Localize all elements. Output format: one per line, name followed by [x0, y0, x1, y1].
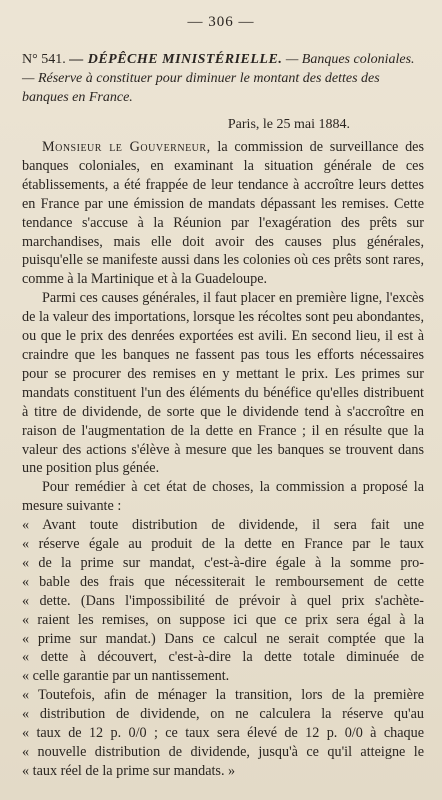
quote-line: « taux réel de la prime sur mandats. »	[22, 762, 236, 779]
quotation-1	[22, 516, 424, 686]
quote-line: « raient les remises, on suppose ici que ce prix sera égal à la	[22, 611, 424, 628]
quote-line: « dette. (Dans l'impossibilité de prévoir à quel prix s'achète-	[22, 592, 424, 609]
paragraph-1	[22, 138, 424, 289]
paragraph-1-text: la commission de surveillance des banques coloniales, en examinant la situation générale de ces établissements, a été frappée de leur tendance à accroître leurs dettes en France par une émission de mandats dépassant les remises. Cette tendance s'accuse à la Réunion par l'exagération des prêts sur marchandises, mais elle doit avoir des causes plus générales, puisqu'elle se manifeste aussi dans les colonies où ces prêts sont rares, comme à la Martinique et à la Guadeloupe.	[22, 139, 425, 288]
quote-line: « Avant toute distribution de dividende, il sera fait une	[22, 517, 424, 534]
dateline: Paris, le 25 mai 1884.	[227, 117, 350, 132]
quote-line: « taux de 12 p. 0/0 ; ce taux sera élevé de 12 p. 0/0 à chaque	[22, 725, 424, 742]
quote-line: « prime sur mandat.) Dans ce calcul ne serait comptée que la	[22, 630, 424, 647]
quotation-2	[22, 686, 424, 781]
quote-line: « nouvelle distribution de dividende, jusqu'à ce qu'il atteigne le	[22, 744, 424, 760]
dispatch-body	[22, 138, 424, 781]
paragraph-2: Parmi ces causes générales, il faut placer en première ligne, l'excès de la valeur des importations, lorsque les récoltes sont peu abondantes, ou que le prix des denrées exportées est avili. En second lieu, il est à craindre que les banques ne fassent pas tous les efforts nécessaires pour se procurer des remises en y mettant le prix. Les primes sur mandats constituent l'un des éléments du bénéfice qu'elles distribuent à titre de dividende, de sorte que le dividende tend à s'accroître en raison de l'augmentation de la dette en France ; il en résulte que la valeur des actions s'élève à mesure que les banques se trouvent dans une position plus génée.	[22, 290, 424, 477]
quote-line: « celle garantie par un nantissement.	[22, 668, 230, 685]
dispatch-title: — DÉPÊCHE MINISTÉRIELLE.	[69, 52, 283, 67]
quote-line: « dette à découvert, c'est-à-dire la dette totale diminuée de	[22, 649, 424, 666]
dispatch-header	[22, 50, 424, 107]
quote-line: « de la prime sur mandat, c'est-à-dire égale à la somme pro-	[22, 554, 424, 571]
paragraph-3: Pour remédier à cet état de choses, la commission a proposé la mesure suivante :	[22, 479, 424, 515]
quote-line: « Toutefois, afin de ménager la transition, lors de la première	[22, 687, 424, 704]
dispatch-number: N° 541.	[22, 52, 66, 67]
dispatch-subject: — Banques coloniales. — Réserve à constituer pour diminuer le montant des dettes des banques en France.	[22, 52, 415, 105]
quote-line: « distribution de dividende, on ne calculera la réserve qu'au	[22, 706, 424, 723]
quote-line: « bable des frais que nécessiterait le remboursement de cette	[22, 573, 424, 590]
quote-line: « réserve égale au produit de la dette en France par le taux	[22, 536, 424, 553]
salutation: Monsieur le Gouverneur,	[42, 139, 211, 155]
page-number: — 306 —	[187, 14, 255, 30]
